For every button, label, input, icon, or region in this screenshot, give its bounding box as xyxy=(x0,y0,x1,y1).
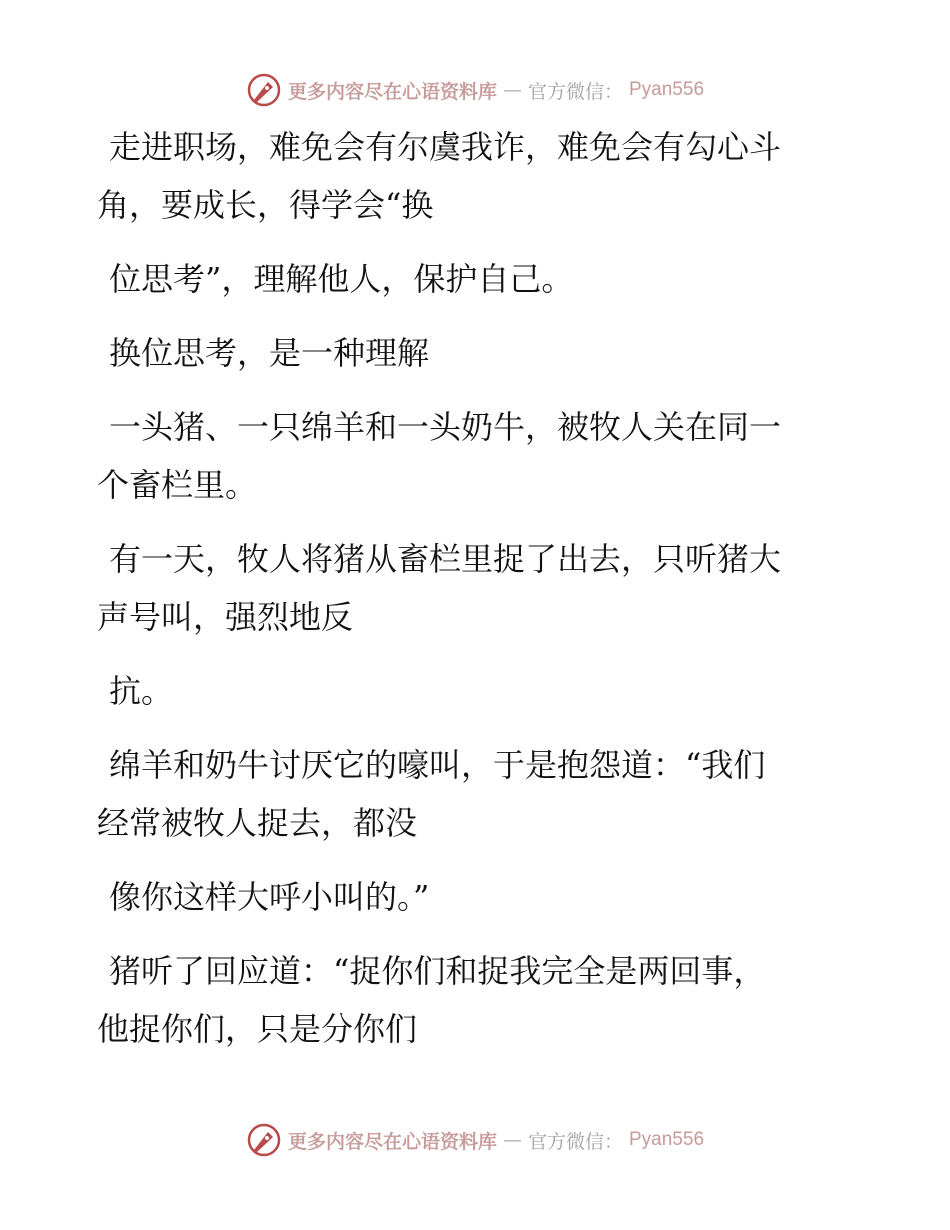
paragraph-line: 一头猪、一只绵羊和一头奶牛，被牧人关在同一 xyxy=(109,408,782,446)
paragraph-line: 猪听了回应道：“捉你们和捉我完全是两回事， xyxy=(109,952,766,990)
banner-wechat-label: 官方微信： xyxy=(527,80,623,103)
paragraph xyxy=(97,530,837,646)
pen-nib-logo-icon xyxy=(246,1122,282,1158)
document-body xyxy=(97,118,837,1074)
banner-wechat-label: 官方微信： xyxy=(527,1130,623,1153)
banner-dash: — xyxy=(502,79,522,101)
paragraph-line: 换位思考，是一种理解 xyxy=(109,334,430,372)
banner-slogan: 更多内容尽在心语资料库 xyxy=(287,1130,497,1153)
paragraph-line: 个畜栏里。 xyxy=(97,466,258,504)
banner-slogan: 更多内容尽在心语资料库 xyxy=(287,80,497,103)
footer-banner xyxy=(0,1120,950,1160)
paragraph-line: 经常被牧人捉去，都没 xyxy=(97,804,418,842)
paragraph xyxy=(97,662,837,720)
paragraph-line: 位思考”，理解他人，保护自己。 xyxy=(109,260,574,298)
paragraph-line: 他捉你们，只是分你们 xyxy=(97,1010,418,1048)
banner-dash: — xyxy=(502,1129,522,1151)
banner-wechat-id: Pyan556 xyxy=(629,1129,705,1150)
paragraph xyxy=(97,942,837,1058)
paragraph-line: 走进职场，难免会有尔虞我诈，难免会有勾心斗 xyxy=(109,128,782,166)
paragraph-line: 像你这样大呼小叫的。” xyxy=(109,878,430,916)
paragraph-line: 角，要成长，得学会“换 xyxy=(97,186,434,224)
banner-wechat-id: Pyan556 xyxy=(629,79,705,100)
pen-nib-logo-icon xyxy=(246,72,282,108)
paragraph xyxy=(97,118,837,234)
paragraph-line: 有一天，牧人将猪从畜栏里捉了出去，只听猪大 xyxy=(109,540,782,578)
paragraph xyxy=(97,250,837,308)
paragraph-line: 抗。 xyxy=(109,672,174,710)
paragraph-line: 绵羊和奶牛讨厌它的嚎叫，于是抱怨道：“我们 xyxy=(109,746,766,784)
paragraph-line: 声号叫，强烈地反 xyxy=(97,598,354,636)
paragraph xyxy=(97,868,837,926)
paragraph xyxy=(97,398,837,514)
header-banner xyxy=(0,70,950,110)
paragraph xyxy=(97,736,837,852)
paragraph xyxy=(97,324,837,382)
